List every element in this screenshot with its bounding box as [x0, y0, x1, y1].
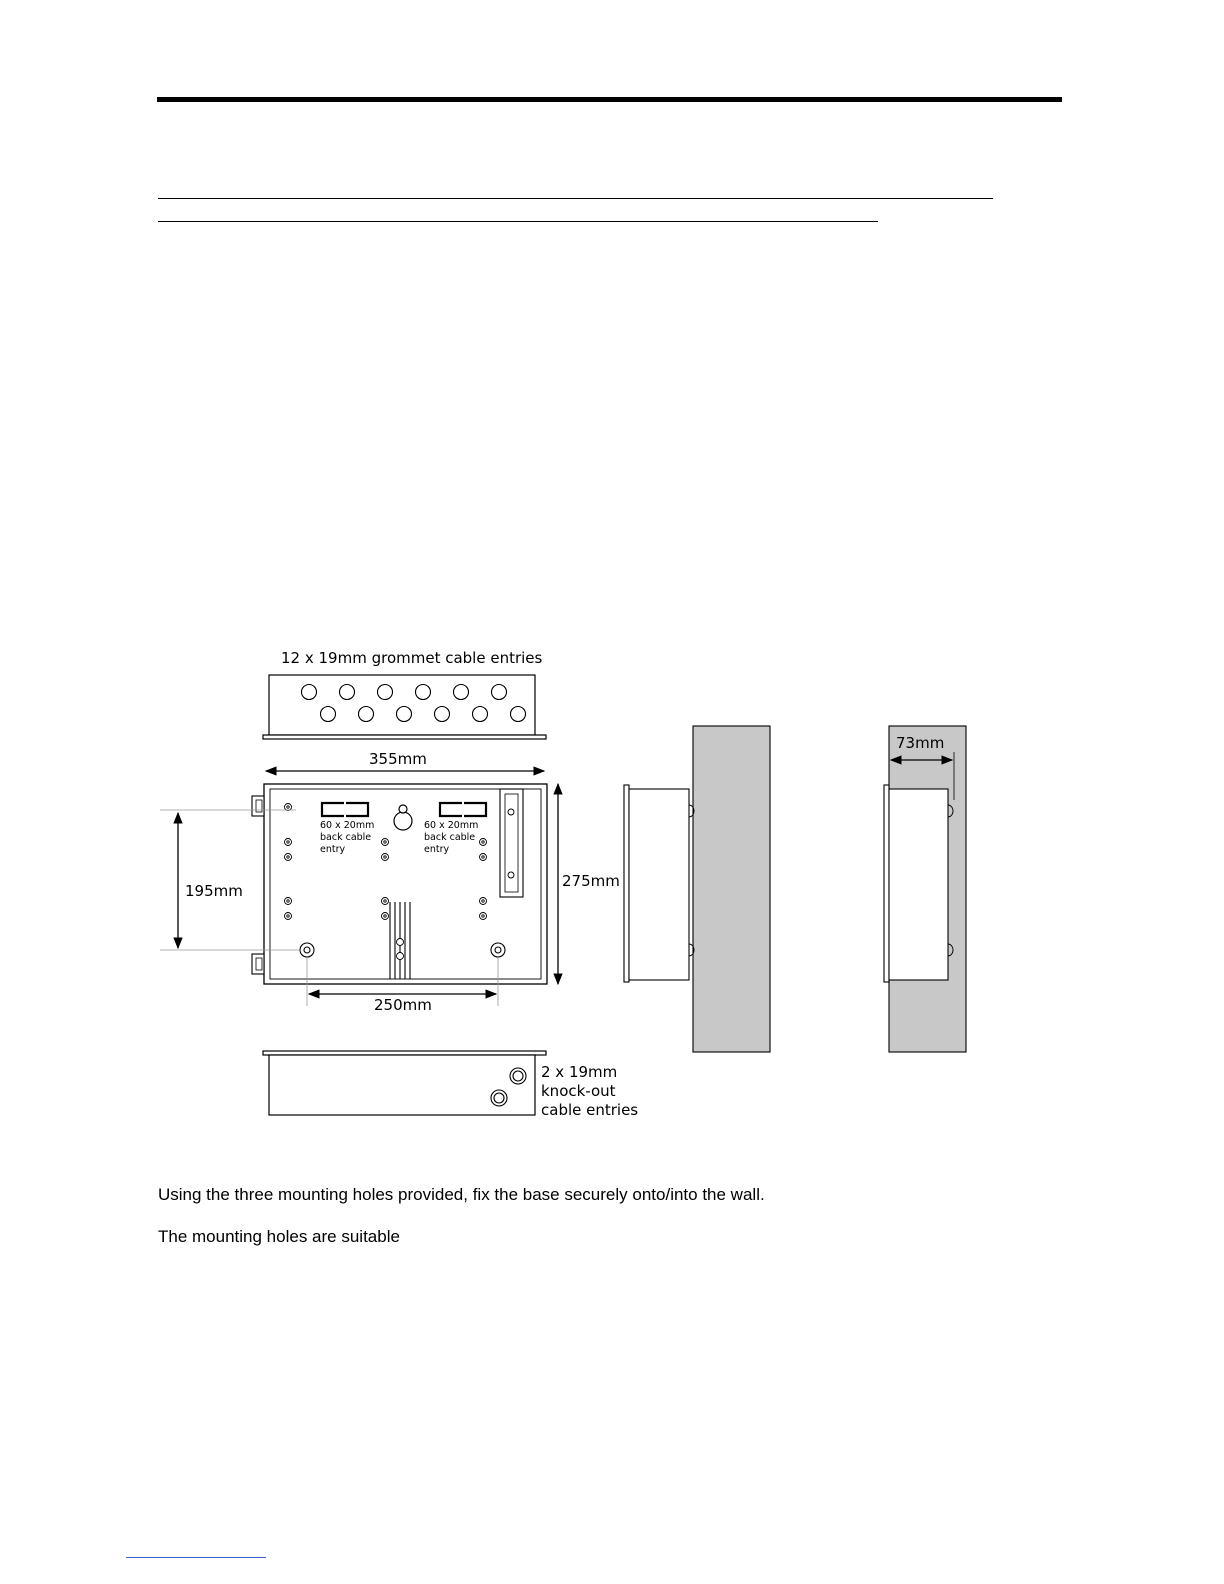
svg-text:entry: entry: [320, 844, 346, 855]
bottom-view: [263, 1051, 638, 1119]
depth-label: 73mm: [896, 734, 945, 752]
front-view: [252, 784, 547, 984]
svg-text:cable entries: cable entries: [541, 1101, 639, 1119]
knockout-label: [541, 1063, 638, 1119]
svg-text:back cable: back cable: [320, 832, 372, 843]
footer-link-underline: [126, 1557, 266, 1558]
height-dimension: [558, 784, 620, 984]
grommet-label: 12 x 19mm grommet cable entries: [281, 649, 543, 667]
hole-spacing-horizontal-label: 250mm: [374, 996, 432, 1014]
hole-spacing-vertical-label: 195mm: [185, 882, 243, 900]
top-view: [263, 649, 546, 739]
recessed-side-view: [884, 726, 966, 1052]
svg-text:back cable: back cable: [424, 832, 476, 843]
surface-mount-side-view: [624, 726, 770, 1052]
svg-text:knock-out: knock-out: [541, 1082, 616, 1100]
width-dimension: [266, 750, 544, 771]
svg-text:entry: entry: [424, 844, 450, 855]
width-label: 355mm: [369, 750, 427, 768]
svg-text:60 x 20mm: 60 x 20mm: [424, 820, 479, 831]
svg-text:2 x 19mm: 2 x 19mm: [541, 1063, 618, 1081]
height-label: 275mm: [562, 872, 620, 890]
svg-text:60 x 20mm: 60 x 20mm: [320, 820, 375, 831]
paragraph-mounting-instructions: Using the three mounting holes provided, fix the base securely onto/into the wall.: [158, 1185, 765, 1204]
paragraph-mounting-holes: The mounting holes are suitable: [158, 1227, 400, 1246]
